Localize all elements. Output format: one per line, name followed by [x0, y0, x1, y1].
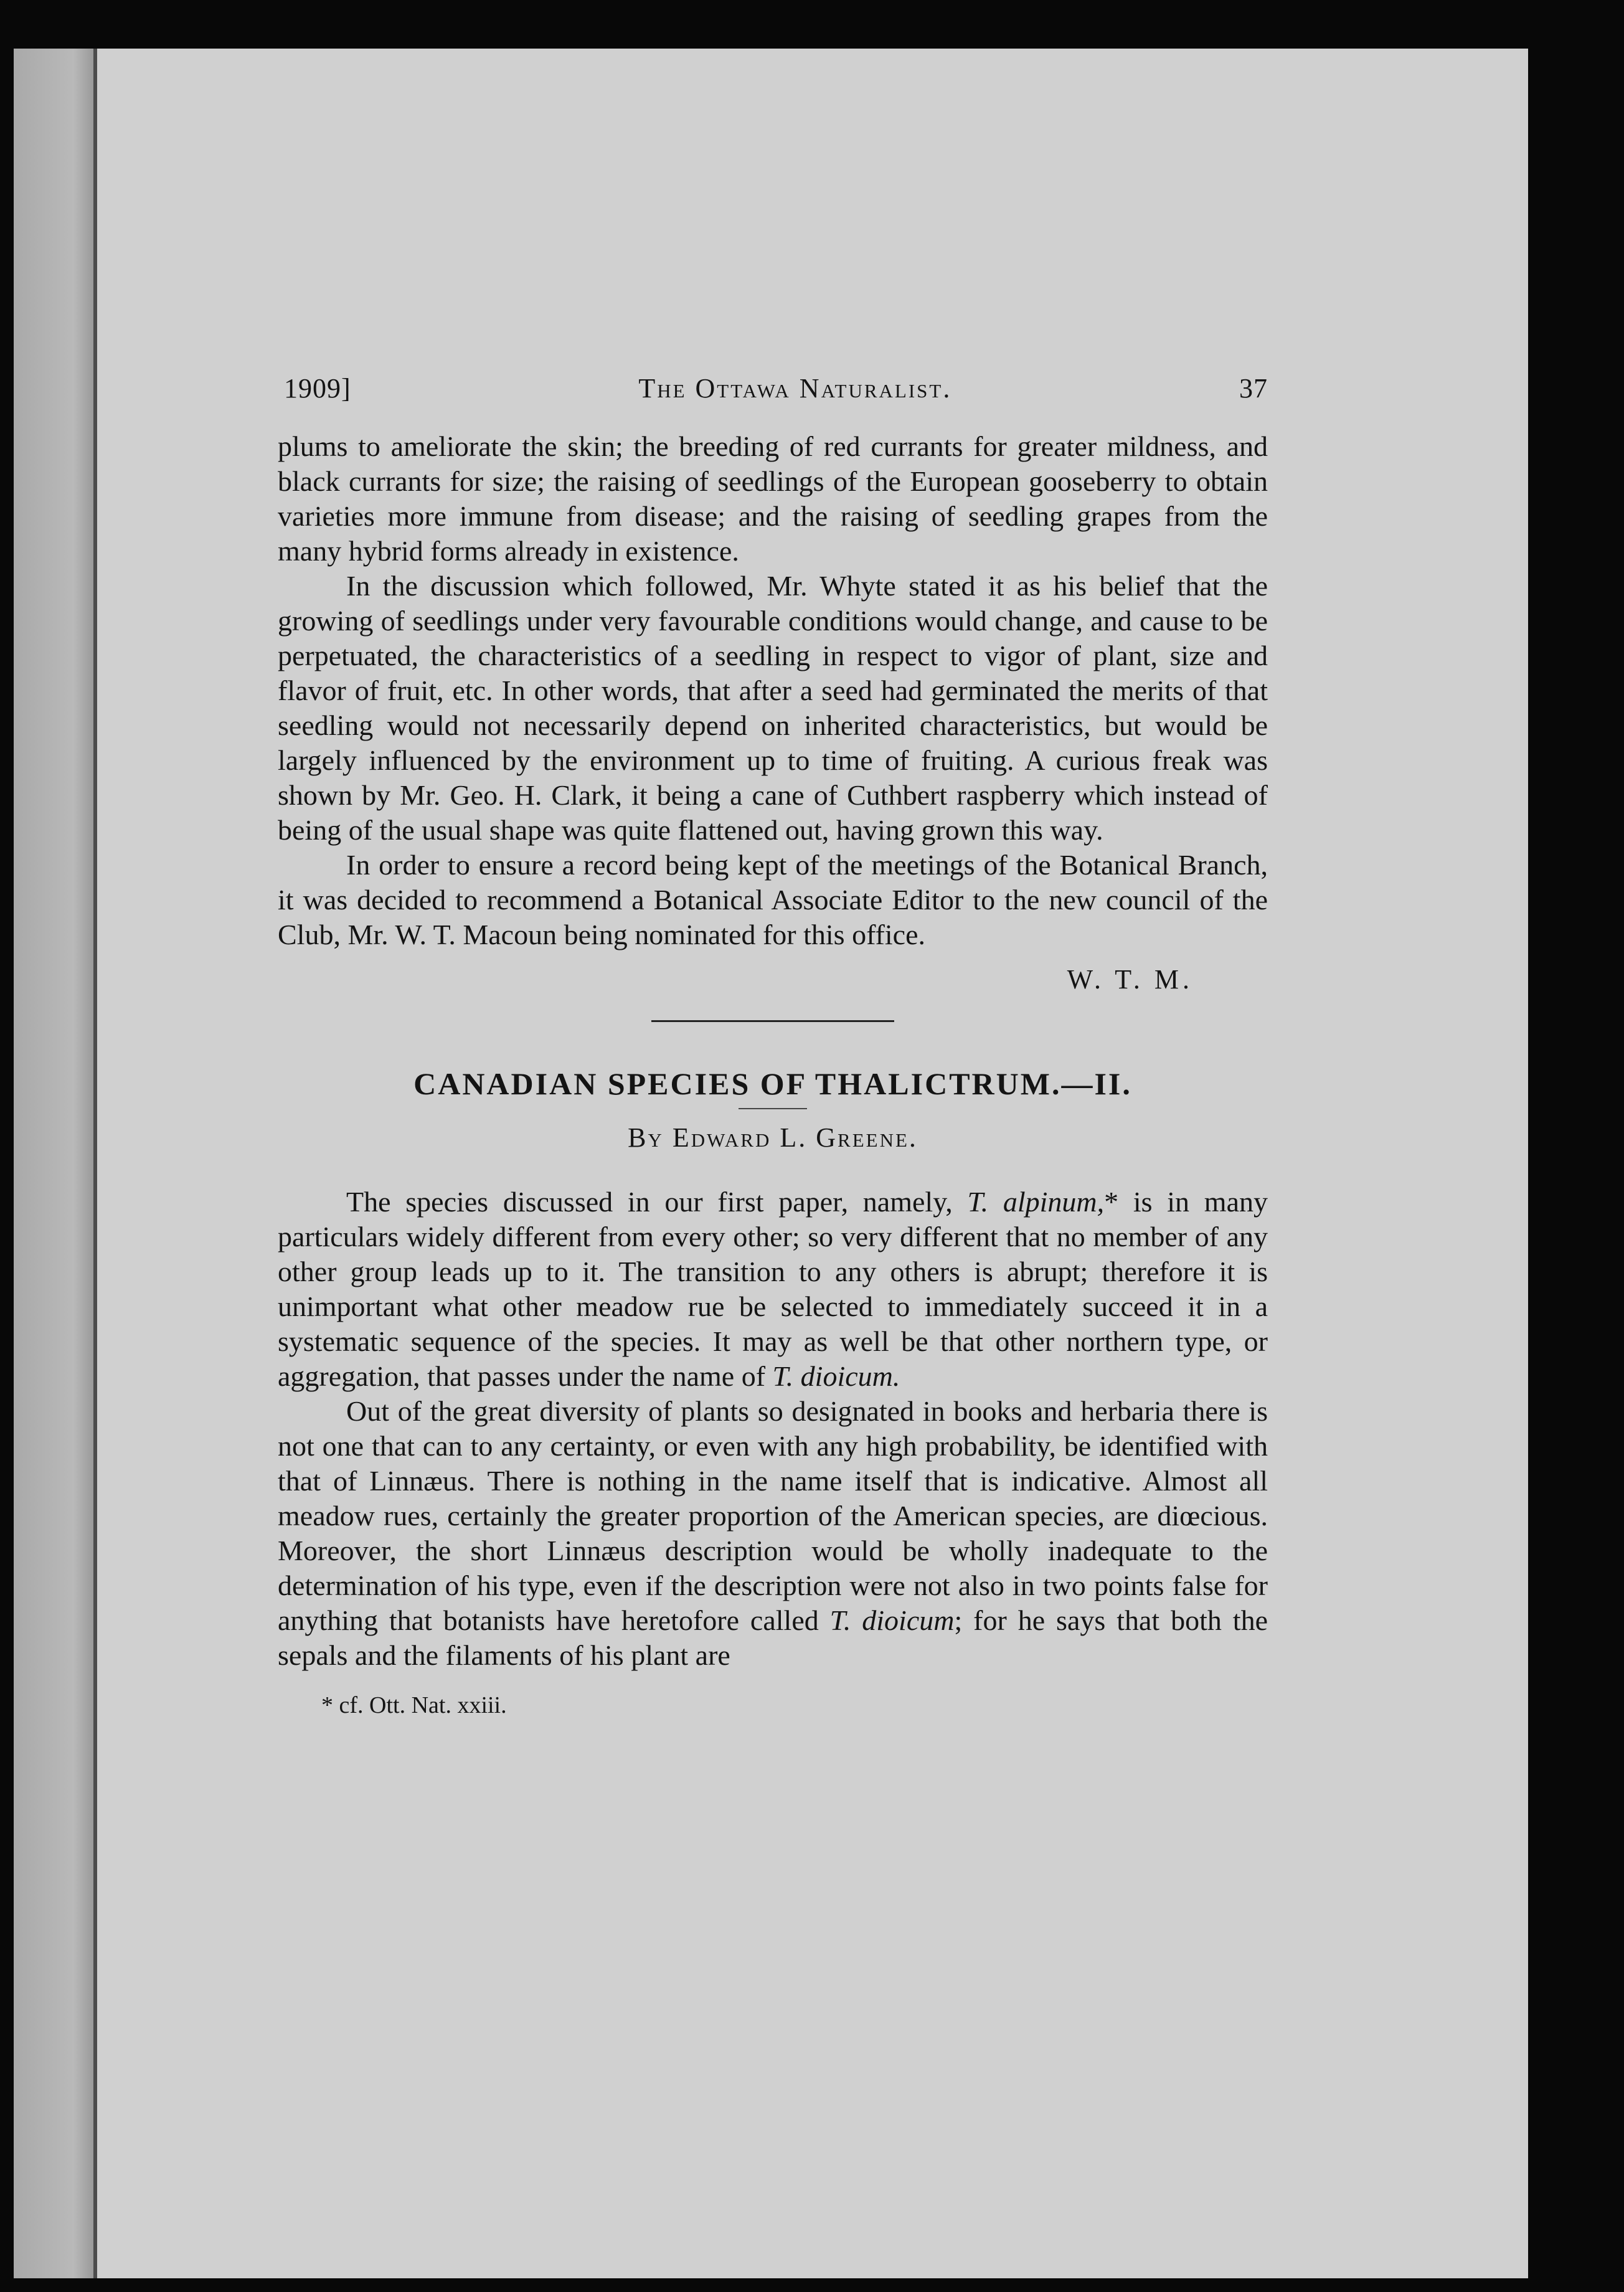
p2-text-lead: Out of the great diversity of plants so designated in books and herbaria there is not one that can to any certainty, or even with any high probability, be identified with that of Linnæus. There is nothing in the name itself that is indicative. Almost all meadow rues, certainly the greater proportion of the American species, are diœcious. Moreover, the short Linnæus description would be wholly inadequate to the determination of his type, even if the description were not also in two points false for anything that botanists have heretofore called — [278, 1395, 1268, 1636]
header-year: 1909] — [284, 373, 351, 404]
scanned-sheet — [14, 49, 1528, 2278]
report-paragraph-3: In order to ensure a record being kept of the meetings of the Botanical Branch, it was decided to recommend a Botanical Associate Editor to the new council of the Club, Mr. W. T. Macoun being nominated for this office. — [278, 849, 1268, 950]
p1-text-lead: The species discussed in our first paper, namely, — [346, 1186, 968, 1218]
p2-taxon-dioicum: T. dioicum — [829, 1604, 955, 1636]
article-byline: By Edward L. Greene. — [628, 1122, 918, 1153]
p2-text-tail: ; for he says that both the sepals and the filaments of his plant are — [278, 1604, 1268, 1671]
article-title: CANADIAN SPECIES OF THALICTRUM.—II. — [413, 1066, 1132, 1101]
binding-gutter — [14, 49, 93, 2278]
footnote: * cf. Ott. Nat. xxiii. — [321, 1692, 507, 1718]
report-paragraph-2: In the discussion which followed, Mr. Whyte stated it as his belief that the growing of seedlings under very favourable conditions would change, and cause to be perpetuated, the characteristics of a seedling in respect to vigor of plant, size and flavor of fruit, etc. In other words, that after a seed had germinated the merits of that seedling would not necessarily depend on inherited characteristics, but would be largely influenced by the environment up to time of fruiting. A curious freak was shown by Mr. Geo. H. Clark, it being a cane of Cuthbert raspberry which instead of being of the usual shape was quite flattened out, having grown this way. — [278, 570, 1268, 846]
article-paragraph-2 — [278, 1394, 1268, 1673]
report-paragraph-1: plums to ameliorate the skin; the breeding of red currants for greater mildness, and black currants for size; the raising of seedlings of the European gooseberry to obtain varieties more immune from disease; and the raising of seedling grapes from the many hybrid forms already in existence. — [278, 430, 1268, 567]
title-divider — [739, 1108, 807, 1109]
p1-taxon-alpinum: T. alpinum, — [967, 1186, 1105, 1218]
report-signature: W. T. M. — [1067, 964, 1193, 995]
page-content — [278, 372, 1268, 1719]
p1-text-mid: is in many particulars widely different from every other; so very different that no member of any other group leads up to it. The transition to any others is abrupt; therefore it is unimportant what other meadow rue be selected to immediately succeed it in a systematic sequence of the species. It may as well be that other northern type, or aggregation, that passes under the name of — [278, 1186, 1268, 1392]
header-journal-title: The Ottawa Naturalist. — [638, 373, 952, 404]
footnote-marker: * — [1104, 1186, 1119, 1218]
header-page-number: 37 — [1239, 373, 1268, 404]
running-header — [284, 372, 1268, 404]
section-divider — [651, 1020, 894, 1022]
article-paragraph-1 — [278, 1185, 1268, 1394]
p1-taxon-dioicum: T. dioicum. — [772, 1360, 900, 1392]
journal-page — [97, 49, 1528, 2278]
